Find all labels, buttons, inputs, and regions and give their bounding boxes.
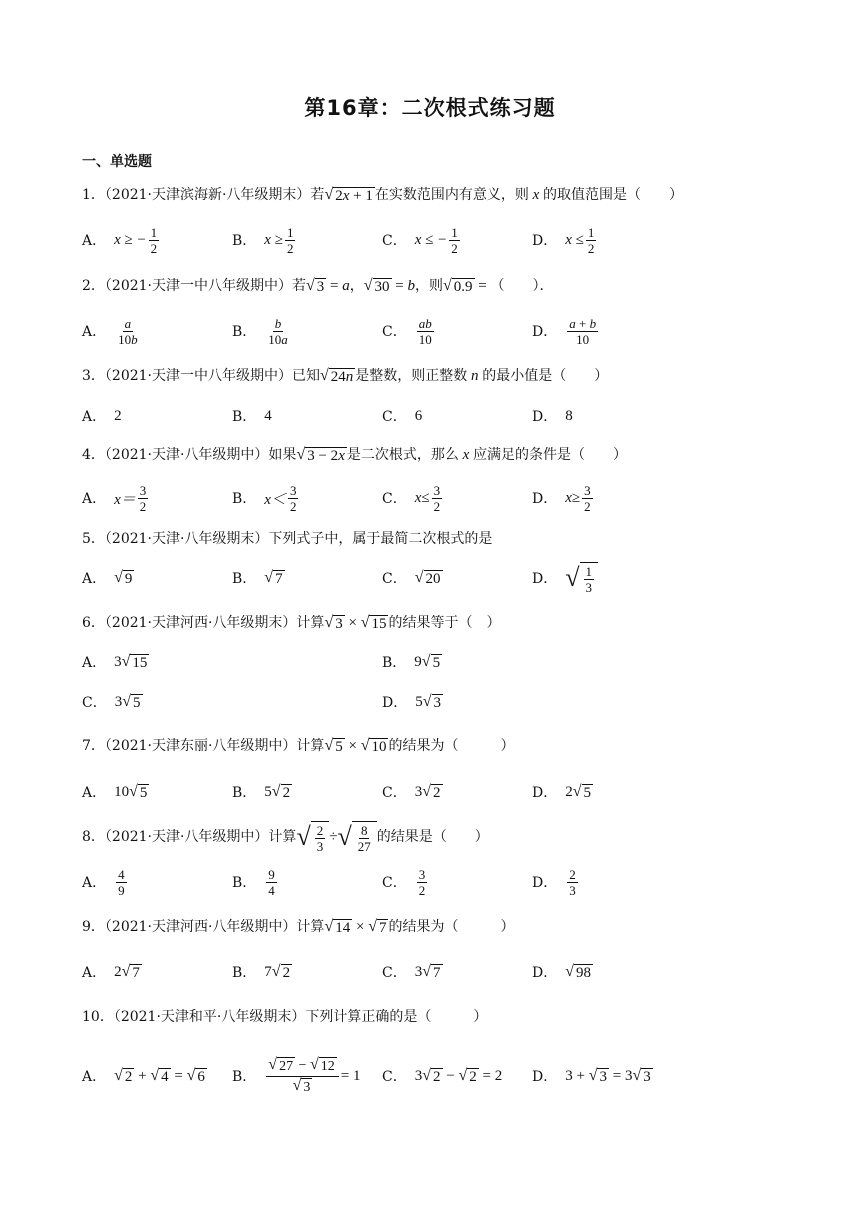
options-4 [0, 476, 860, 520]
option-d[interactable]: D． √ $\frac{1}{3}$ [532, 556, 598, 600]
options-7 [0, 770, 860, 814]
option-a[interactable]: A． 3 √ 15 [82, 652, 148, 671]
option-b[interactable]: B． x＜ $\frac{3}{2}$ [232, 482, 297, 514]
option-d[interactable]: D． √ 98 [532, 962, 592, 981]
option-d[interactable]: D． x≥ $\frac{3}{2}$ [532, 482, 591, 514]
option-a[interactable]: A． $\frac{a}{10b}$ [82, 315, 138, 347]
option-d[interactable]: D． $\frac{a + b}{10}$ [532, 315, 597, 347]
option-a[interactable]: A． √ 9 [82, 568, 133, 587]
options-1 [0, 218, 860, 262]
options-5 [0, 556, 860, 600]
options-3 [0, 394, 860, 438]
option-c[interactable]: C． 3 √ 5 [82, 692, 141, 711]
option-c[interactable]: C． √ 20 [382, 568, 441, 587]
question-5: 5．（2021·天津·八年级期末）下列式子中，属于最简二次根式的是 [82, 531, 493, 547]
option-b[interactable]: B． x ≥ $\frac{1}{2}$ [232, 224, 294, 256]
options-9 [0, 950, 860, 994]
option-d[interactable]: D． 2 √ 5 [532, 782, 592, 801]
option-b[interactable]: B． √ 27 − √ 12 √ 3 = 1 [232, 1055, 361, 1095]
radical: √ 2x + 1 [324, 185, 373, 204]
option-b[interactable]: B． 9 √ 5 [382, 652, 441, 671]
option-d[interactable]: D． 3 + √ 3 = 3 √ 3 [532, 1066, 651, 1085]
option-a[interactable]: A． x ≥ − $\frac{1}{2}$ [82, 224, 158, 256]
options-2 [0, 309, 860, 353]
section-heading: 一、单选题 [82, 154, 152, 170]
option-b[interactable]: B． 7 √ 2 [232, 962, 291, 981]
question-8: 8．（2021·天津·八年级期中）计算 √ $\frac{2}{3}$ ÷ √ $\frac{8}{27}$ 的结果是（ ） [82, 822, 489, 854]
option-b[interactable]: B． 4 [232, 407, 272, 425]
question-10: 10．（2021·天津和平·八年级期末）下列计算正确的是（ ） [82, 1009, 488, 1025]
options-6-row1 [0, 640, 860, 684]
question-2: 2．（2021·天津一中八年级期中）若 √ 3 = a， √ 30 = b，则 √ 0.9 = （ ）． [82, 276, 554, 295]
question-4: 4．（2021·天津·八年级期中）如果 √ 3 − 2x 是二次根式，那么 x 应满足的条件是（ ） [82, 445, 628, 464]
option-c[interactable]: C． $\frac{ab}{10}$ [382, 315, 432, 347]
option-c[interactable]: C． x≤ $\frac{3}{2}$ [382, 482, 441, 514]
option-a[interactable]: A． 10 √ 5 [82, 782, 148, 801]
option-c[interactable]: C． 3 √ 2 [382, 782, 441, 801]
option-b[interactable]: B． $\frac{9}{4}$ [232, 866, 275, 898]
options-6-row2 [0, 680, 860, 724]
option-a[interactable]: A． 2 [82, 407, 122, 425]
option-b[interactable]: B． $\frac{b}{10a}$ [232, 315, 288, 347]
option-a[interactable]: A． $\frac{4}{9}$ [82, 866, 125, 898]
option-a[interactable]: A． 2 √ 7 [82, 962, 140, 981]
option-b[interactable]: B． √ 7 [232, 568, 283, 587]
option-d[interactable]: D． $\frac{2}{3}$ [532, 866, 576, 898]
option-c[interactable]: C． x ≤ − $\frac{1}{2}$ [382, 224, 458, 256]
option-c[interactable]: C． 6 [382, 407, 423, 425]
option-c[interactable]: C． 3 √ 2 − √ 2 = 2 [382, 1066, 503, 1085]
question-3: 3．（2021·天津一中八年级期中）已知 √ 24n 是整数，则正整数 n 的最小值是（ ） [82, 366, 609, 385]
options-10 [0, 1048, 860, 1104]
option-a[interactable]: A． √ 2 + √ 4 = √ 6 [82, 1066, 205, 1085]
option-d[interactable]: D． x ≤ $\frac{1}{2}$ [532, 224, 595, 256]
option-c[interactable]: C． $\frac{3}{2}$ [382, 866, 426, 898]
option-d[interactable]: D． 5 √ 3 [382, 692, 442, 711]
options-8 [0, 860, 860, 904]
question-6: 6．（2021·天津河西·八年级期末）计算 √ 3 × √ 15 的结果等于（ ） [82, 613, 501, 632]
option-d[interactable]: D． 8 [532, 407, 573, 425]
option-a[interactable]: A． x＝ $\frac{3}{2}$ [82, 482, 147, 514]
question-1: 1．（2021·天津滨海新·八年级期末）若 √ 2x + 1 在实数范围内有意义，则 x 的取值范围是（ ） [82, 185, 684, 204]
question-7: 7．（2021·天津东丽·八年级期中）计算 √ 5 × √ 10 的结果为（ ） [82, 736, 515, 755]
option-b[interactable]: B． 5 √ 2 [232, 782, 291, 801]
question-9: 9．（2021·天津河西·八年级期中）计算 √ 14 × √ 7 的结果为（ ） [82, 917, 515, 936]
page-title: 第16章：二次根式练习题 [304, 96, 556, 120]
option-c[interactable]: C． 3 √ 7 [382, 962, 441, 981]
